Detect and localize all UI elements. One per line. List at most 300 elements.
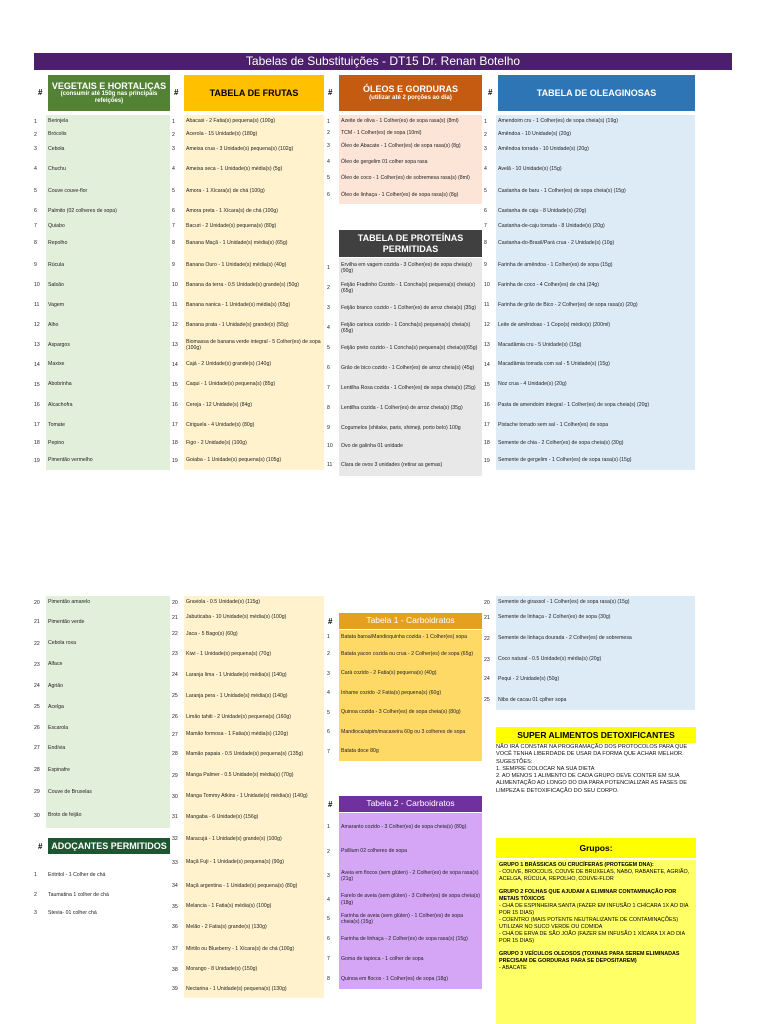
item-number: 13 (484, 342, 490, 348)
item-number: 17 (34, 422, 40, 428)
item-text: Óleo de Abacate - 1 Colher(es) de sopa rasa(s) (8g) (339, 138, 482, 154)
list-item (170, 666, 324, 684)
list-item (170, 181, 324, 201)
item-number: 7 (327, 385, 330, 391)
carb2-hash: # (328, 800, 333, 809)
item-number: 11 (172, 302, 178, 308)
list-item (32, 295, 170, 315)
oleos-hash: # (328, 88, 333, 97)
item-number: 25 (34, 704, 40, 710)
item-number: 12 (484, 322, 490, 328)
item-number: 14 (484, 361, 490, 368)
item-number: 19 (34, 457, 40, 464)
item-text: Óleo de coco - 1 Colher(es) de sobremesa rasa(s) (8ml) (339, 170, 482, 186)
item-text: Alcachofra (46, 395, 170, 415)
item-number: 26 (172, 714, 178, 720)
list-item (325, 358, 482, 378)
frutas-header: TABELA DE FRUTAS (184, 75, 324, 111)
item-number: 27 (34, 745, 40, 751)
oleos-list (325, 115, 482, 204)
item-number: 26 (34, 725, 40, 731)
list-item (325, 454, 482, 476)
list-item (325, 154, 482, 170)
item-text: Inhame cozido -2 Fatia(s) pequena(s) (60g) (339, 683, 482, 703)
item-number: 19 (172, 457, 178, 464)
list-item (32, 652, 170, 677)
list-item (170, 115, 324, 128)
list-item (325, 862, 482, 890)
item-text: Semente de gergelim - 1 Colher(es) de sopa rasa(s) (15g) (496, 451, 695, 470)
item-number: 20 (172, 599, 178, 606)
list-item (325, 186, 482, 204)
item-text: Stevia- 01 colher chá (46, 904, 170, 922)
item-text: Maçã argentina - 1 Unidade(s) pequena(s) (80g) (184, 874, 324, 898)
item-text: Semente de linhaça - 2 Colher(es) de sopa (30g) (496, 609, 695, 626)
list-item (170, 708, 324, 726)
item-number: 6 (34, 208, 37, 214)
item-number: 1 (172, 118, 175, 125)
list-item (170, 609, 324, 626)
list-item (325, 703, 482, 722)
list-item (32, 415, 170, 435)
item-number: 5 (34, 188, 37, 194)
list-item (32, 315, 170, 335)
list-item (482, 435, 695, 451)
item-number: 1 (327, 118, 330, 125)
list-item (482, 115, 695, 128)
list-item (170, 684, 324, 708)
item-text: Farinha de amêndoa - 1 Colher(es) de sopa (15g) (496, 255, 695, 275)
item-text: Feijão carioca cozido - 1 Concha(s) pequena(s) cheia(s) (65g) (339, 318, 482, 338)
list-item (325, 722, 482, 742)
list-item (325, 890, 482, 909)
item-number: 8 (484, 240, 487, 246)
item-number: 5 (172, 188, 175, 194)
item-text: Macadâmia torrada com sal - 5 Unidade(s) (15g) (496, 355, 695, 374)
item-number: 2 (484, 131, 487, 138)
item-text: Coco natural - 0.5 Unidade(s) média(s) (20g) (496, 651, 695, 668)
list-item (325, 258, 482, 278)
item-text: Semente de chia - 2 Colher(es) de sopa cheia(s) (30g) (496, 435, 695, 451)
item-text: Castanha de caju - 8 Unidade(s) (20g) (496, 201, 695, 221)
item-text: Figo - 2 Unidade(s) (100g) (184, 435, 324, 451)
list-item (32, 677, 170, 695)
list-item (32, 275, 170, 295)
grupo-line: - COUVE, BROCOLIS, COUVE DE BRUXELAS, NABO, RABANETE, AGRIÃO, ACELGA, RÚCULA, REPOLHO, COUVE-FLOR (499, 869, 690, 883)
item-number: 1 (34, 118, 37, 125)
item-number: 3 (34, 910, 37, 916)
list-item (170, 765, 324, 786)
list-item (170, 157, 324, 181)
item-number: 30 (34, 812, 40, 819)
list-item (325, 909, 482, 929)
list-item (170, 231, 324, 255)
item-text: Farinha de coco - 4 Colher(es) de chá (24g) (496, 275, 695, 295)
item-text: Semente de linhaça dourada - 2 Colher(es) de sobremesa (496, 626, 695, 651)
veg-hash: # (38, 88, 43, 97)
item-text: Feijão preto cozido - 1 Concha(s) pequena(s) cheia(s)(65g) (339, 338, 482, 358)
list-item (170, 255, 324, 275)
item-number: 7 (34, 223, 37, 229)
list-item (32, 231, 170, 255)
grupo-line: - COENTRO (MAIS POTENTE NEUTRALIZANTE DE CONTAMINAÇÕES) UTILIZAR NO SUCO VERDE OU COMIDA (499, 917, 678, 931)
item-text: Graviola - 0.5 Unidade(s) (115g) (184, 596, 324, 609)
veg-list-1 (32, 115, 170, 470)
adoc-header: ADOÇANTES PERMITIDOS (48, 838, 170, 854)
list-item (170, 335, 324, 355)
item-text: Cereja - 12 Unidade(s) (84g) (184, 395, 324, 415)
item-number: 15 (172, 381, 178, 388)
item-text: Repolho (46, 231, 170, 255)
item-number: 38 (172, 966, 178, 973)
item-text: Caqui - 1 Unidade(s) pequena(s) (85g) (184, 374, 324, 395)
list-item (170, 374, 324, 395)
item-text: Amendoim cru - 1 Colher(es) de sopa cheia(s) (19g) (496, 115, 695, 128)
carb1-hash: # (328, 617, 333, 626)
item-text: Laranja pera - 1 Unidade(s) média(s) (140g) (184, 684, 324, 708)
list-item (325, 138, 482, 154)
page-title: Tabelas de Substituições - DT15 Dr. Renan Botelho (34, 53, 732, 70)
item-text: Clara de ovos 3 unidades (retirar as gemas) (339, 454, 482, 476)
list-item (482, 255, 695, 275)
item-text: Lentilha Rosa cozida - 1 Colher(es) de sopa cheia(s) (25g) (339, 378, 482, 398)
list-item (170, 786, 324, 807)
list-item (170, 295, 324, 315)
item-number: 14 (34, 361, 40, 368)
list-item (170, 626, 324, 642)
item-number: 8 (172, 240, 175, 246)
item-text: Amaranto cozido - 3 Colher(es) de sopa cheia(s) (80g) (339, 813, 482, 841)
grupos-box (496, 860, 696, 1024)
item-text: Mamão papaia - 0.5 Unidade(s) pequena(s) (135g) (184, 743, 324, 765)
item-number: 17 (172, 422, 178, 428)
list-item (325, 418, 482, 438)
item-number: 10 (484, 282, 490, 288)
list-item (32, 255, 170, 275)
list-item (325, 841, 482, 862)
item-number: 9 (484, 262, 487, 268)
item-text: Melancia - 1 Fatia(s) média(s) (100g) (184, 898, 324, 915)
item-number: 3 (484, 146, 487, 152)
item-number: 11 (34, 302, 40, 308)
item-number: 19 (484, 457, 490, 464)
item-number: 21 (34, 619, 40, 625)
item-number: 2 (34, 892, 37, 898)
item-text: Grão de bico cozido - 1 Colher(es) de arroz cheia(s) (45g) (339, 358, 482, 378)
item-number: 20 (484, 599, 490, 606)
adoc-list (32, 864, 170, 922)
list-item (325, 278, 482, 298)
item-text: Pequi - 2 Unidade(s) (50g) (496, 668, 695, 690)
item-text: Eritritol - 1 Colher de chá (46, 864, 170, 886)
item-text: Amêndoa - 10 Unidade(s) (20g) (496, 128, 695, 141)
list-item (482, 181, 695, 201)
item-number: 34 (172, 883, 178, 889)
item-text: Mandioca/aipim/macaxeira 60g ou 3 colheres de sopa (339, 722, 482, 742)
item-number: 13 (34, 342, 40, 348)
list-item (482, 295, 695, 315)
oleag-list-1 (482, 115, 695, 470)
list-item (170, 642, 324, 666)
item-text: Couve de Bruxelas (46, 781, 170, 803)
item-text: Pasta de amendoim integral - 1 Colher(es) de sopa cheia(s) (20g) (496, 395, 695, 415)
item-number: 21 (172, 614, 178, 621)
list-item (32, 435, 170, 451)
item-text: Mamão formosa - 1 Fatia(s) média(s) (120g) (184, 726, 324, 743)
list-item (325, 664, 482, 683)
prot-list (325, 258, 482, 476)
carb1-list (325, 630, 482, 761)
item-number: 11 (484, 302, 490, 308)
item-text: Batata baroa/Mandioquinha cozida - 1 Colher(es) sopa (339, 630, 482, 644)
item-number: 18 (34, 440, 40, 446)
item-text: Acerola - 15 Unidade(s) (180g) (184, 128, 324, 141)
list-item (170, 221, 324, 231)
item-text: Cogumelos (shitake, paris, shimeji, porto belo) 100g (339, 418, 482, 438)
item-text: Farinha de aveia (sem glúten) - 1 Colher(es) de sopa cheia(s) (15g) (339, 909, 482, 929)
item-number: 7 (484, 223, 487, 229)
list-item (482, 275, 695, 295)
veg-header-sub: (consumir até 150g nas principais refeições) (60, 91, 158, 105)
prot-header: TABELA DE PROTEÍNAS PERMITIDAS (339, 230, 482, 257)
grupo-title: GRUPO 3 VEÍCULOS OLEOSOS (TOXINAS PARA SEREM ELIMINADAS PRECISAM DE GORDURAS PARA SE DEPOSITAREM) (499, 951, 680, 965)
item-text: Castanha-do-Brasil/Pará crua - 2 Unidade(s) (10g) (496, 231, 695, 255)
item-number: 1 (484, 118, 487, 125)
list-item (32, 759, 170, 781)
list-item (32, 181, 170, 201)
item-number: 37 (172, 946, 178, 952)
list-item (170, 743, 324, 765)
item-text: Ervilha em vagem cozida - 3 Colher(es) de sopa cheia(s) (90g) (339, 258, 482, 278)
list-item (482, 451, 695, 470)
list-item (170, 201, 324, 221)
item-number: 1 (327, 265, 330, 271)
list-item (325, 318, 482, 338)
list-item (170, 128, 324, 141)
item-number: 16 (172, 402, 178, 408)
list-item (32, 886, 170, 904)
item-number: 24 (34, 683, 40, 689)
list-item (170, 939, 324, 959)
item-number: 4 (327, 325, 330, 331)
item-number: 8 (34, 240, 37, 246)
list-item (482, 626, 695, 651)
item-text: Farinha de linhaça - 2 Colher(es) de sopa rasa(s) (15g) (339, 929, 482, 949)
item-number: 6 (327, 192, 330, 198)
item-number: 18 (484, 440, 490, 446)
item-text: Banana prata - 1 Unidade(s) grande(s) (55g) (184, 315, 324, 335)
item-number: 29 (172, 772, 178, 779)
item-text: Aspargos (46, 335, 170, 355)
list-item (482, 221, 695, 231)
list-item (325, 115, 482, 128)
oleos-header-title: ÓLEOS E GORDURAS (362, 84, 458, 95)
grupo-item (499, 862, 693, 883)
item-number: 6 (327, 936, 330, 942)
frutas-list-1 (170, 115, 324, 470)
item-text: Banana nanica - 1 Unidade(s) média(s) (65g) (184, 295, 324, 315)
list-item (170, 451, 324, 470)
list-item (170, 596, 324, 609)
item-text: Cebola (46, 141, 170, 157)
item-text: Óleo de linhaça - 1 Colher(es) de sopa rasa(s) (8g) (339, 186, 482, 204)
item-number: 3 (327, 873, 330, 879)
list-item (325, 398, 482, 418)
item-number: 6 (484, 208, 487, 214)
item-number: 24 (172, 672, 178, 678)
grupos-header: Grupos: (496, 838, 696, 858)
list-item (170, 915, 324, 939)
item-text: Jabuticaba - 10 Unidade(s) média(s) (100g) (184, 609, 324, 626)
list-item (482, 201, 695, 221)
item-number: 22 (34, 640, 40, 647)
list-item (170, 959, 324, 980)
list-item (482, 335, 695, 355)
item-number: 12 (34, 322, 40, 328)
item-number: 16 (484, 402, 490, 408)
item-text: Maracujá - 1 Unidade(s) grande(s) (100g) (184, 827, 324, 851)
item-number: 7 (327, 748, 330, 755)
item-text: Manga Tommy Atkins - 1 Unidade(s) média(s) (140g) (184, 786, 324, 807)
item-text: Endívia (46, 737, 170, 759)
list-item (170, 807, 324, 827)
item-number: 5 (327, 345, 330, 351)
veg-list-2 (32, 596, 170, 828)
item-text: Quiabo (46, 221, 170, 231)
item-text: Abobrinha (46, 374, 170, 395)
item-text: Pimentão vermelho (46, 451, 170, 470)
item-text: Morango - 8 Unidade(s) (150g) (184, 959, 324, 980)
item-text: Brócolis (46, 128, 170, 141)
item-text: Feijão Fradinho Cozido - 1 Concha(s) pequena(s) cheia(s)(65g) (339, 278, 482, 298)
list-item (482, 668, 695, 690)
item-number: 33 (172, 859, 178, 866)
list-item (170, 980, 324, 998)
list-item (32, 737, 170, 759)
list-item (32, 221, 170, 231)
item-text: Limão tahiti - 2 Unidade(s) pequena(s) (160g) (184, 708, 324, 726)
list-item (32, 355, 170, 374)
item-number: 12 (172, 322, 178, 328)
item-text: Salsão (46, 275, 170, 295)
item-text: Manga Palmer - 0.5 Unidade(s) média(s) (70g) (184, 765, 324, 786)
item-number: 2 (327, 285, 330, 291)
item-text: Tomate (46, 415, 170, 435)
item-text: Quinoa em flocos - 1 Colher(es) de sopa (18g) (339, 969, 482, 989)
item-number: 23 (484, 656, 490, 663)
list-item (325, 298, 482, 318)
item-number: 2 (327, 848, 330, 855)
item-text: Pimentão amarelo (46, 596, 170, 609)
list-item (482, 231, 695, 255)
item-text: TCM - 1 Colher(es) de sopa (10ml) (339, 128, 482, 138)
item-text: Semente de girassol - 1 Colher(es) de sopa rasa(s) (15g) (496, 596, 695, 609)
item-number: 3 (34, 146, 37, 152)
grupo-title: GRUPO 2 FOLHAS QUE AJUDAM A ELIMINAR CONTAMINAÇÃO POR METAIS TÓXICOS (499, 889, 677, 903)
item-number: 5 (484, 188, 487, 194)
super-text-line: 2. AO MENOS 1 ALIMENTO DE CADA GRUPO DEVE CONTER EM SUA ALIMENTAÇÃO AO LONGO DO DIA PARA POTENCIALIZAR AS FASES DE LIMPEZA E DETOXIFICAÇÃO DO SEU CORPO. (496, 773, 687, 794)
item-number: 13 (172, 342, 178, 348)
list-item (482, 415, 695, 435)
item-number: 9 (34, 262, 37, 268)
carb2-header: Tabela 2 - Carboidratos (339, 796, 482, 812)
list-item (170, 395, 324, 415)
item-number: 2 (327, 130, 330, 136)
item-text: Alface (46, 652, 170, 677)
item-number: 6 (327, 729, 330, 735)
item-text: Noz crua - 4 Unidade(s) (20g) (496, 374, 695, 395)
list-item (170, 315, 324, 335)
list-item (325, 128, 482, 138)
item-text: Berinjela (46, 115, 170, 128)
item-number: 25 (172, 693, 178, 699)
grupo-line: - ABACATE (499, 965, 527, 972)
item-text: Couve couve-flor (46, 181, 170, 201)
list-item (32, 157, 170, 181)
item-text: Batata yacon cozida ou crua - 2 Colher(es) de sopa (65g) (339, 644, 482, 664)
list-item (32, 115, 170, 128)
item-number: 27 (172, 731, 178, 738)
oleag-header: TABELA DE OLEAGINOSAS (498, 75, 695, 111)
veg-header-title: VEGETAIS E HORTALIÇAS (51, 80, 167, 91)
super-text (496, 744, 696, 795)
item-text: Banana Maçã - 1 Unidade(s) média(s) (65g) (184, 231, 324, 255)
item-number: 4 (327, 896, 330, 903)
item-number: 18 (172, 440, 178, 446)
list-item (325, 683, 482, 703)
item-number: 35 (172, 903, 178, 910)
item-number: 3 (172, 146, 175, 152)
list-item (32, 781, 170, 803)
item-text: Batata doce 80g (339, 742, 482, 761)
item-number: 6 (172, 208, 175, 214)
grupo-line: - CHÁ DE ESPINHEIRA SANTA (FAZER EM INFUSÃO 1 CHÍCARA 1X AO DIA POR 15 DIAS) (499, 903, 689, 917)
item-text: Agrião (46, 677, 170, 695)
item-number: 28 (34, 767, 40, 773)
list-item (482, 609, 695, 626)
list-item (482, 651, 695, 668)
item-text: Taumatina 1 colher de chá (46, 886, 170, 904)
list-item (32, 695, 170, 719)
item-text: Laranja lima - 1 Unidade(s) média(s) (140g) (184, 666, 324, 684)
item-number: 8 (327, 976, 330, 982)
item-number: 1 (34, 872, 37, 878)
item-text: Maxixe (46, 355, 170, 374)
super-text-line: SUGESTÕES: (496, 758, 533, 765)
item-number: 23 (172, 651, 178, 657)
item-number: 15 (34, 381, 40, 388)
item-number: 4 (172, 166, 175, 172)
list-item (32, 635, 170, 652)
item-number: 5 (327, 916, 330, 922)
list-item (32, 451, 170, 470)
list-item (170, 874, 324, 898)
item-text: Azeite de oliva - 1 Colher(es) de sopa rasa(s) (8ml) (339, 115, 482, 128)
item-text: Broto de feijão (46, 803, 170, 828)
item-text: Óleo de gergelim 01 colher sopa rasa (339, 154, 482, 170)
list-item (325, 630, 482, 644)
item-text: Ameixa seca - 1 Unidade(s) média(s) (5g) (184, 157, 324, 181)
item-number: 16 (34, 402, 40, 408)
list-item (32, 128, 170, 141)
item-text: Escarola (46, 719, 170, 737)
item-number: 21 (484, 614, 490, 621)
item-number: 2 (34, 131, 37, 138)
item-text: Banana da terra - 0.5 Unidade(s) grande(s) (50g) (184, 275, 324, 295)
item-text: Quinoa cozida - 3 Colher(es) de sopa cheia(s) (80g) (339, 703, 482, 722)
list-item (325, 438, 482, 454)
item-text: Aveia em flocos (sem glúten) - 2 Colher(es) de sopa rasa(s) (21g) (339, 862, 482, 890)
